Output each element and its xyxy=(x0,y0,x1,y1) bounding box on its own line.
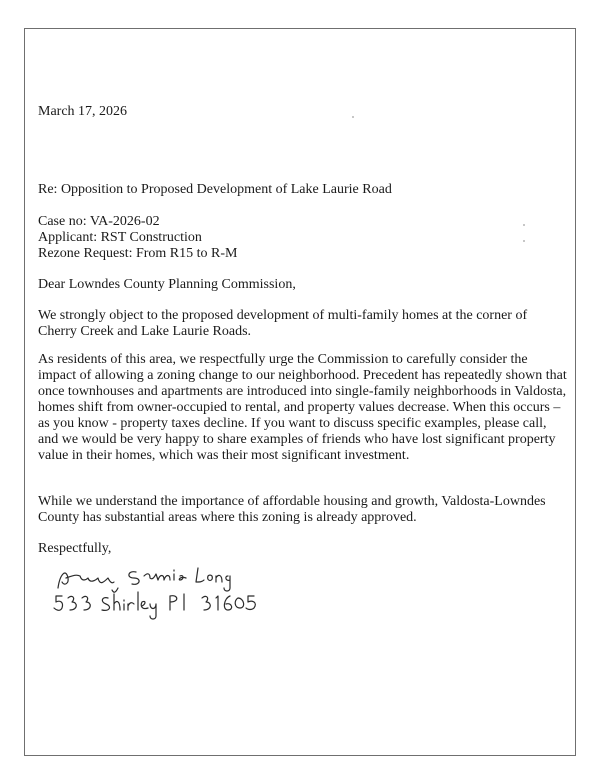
scan-speck xyxy=(352,116,354,118)
rezone-request: Rezone Request: From R15 to R-M xyxy=(38,246,238,261)
closing: Respectfully, xyxy=(38,541,112,556)
paragraph-conclusion: While we understand the importance of affordable housing and growth, Valdosta-Lowndes County has substantial areas where this zoning is already approved. xyxy=(38,494,546,525)
applicant: Applicant: RST Construction xyxy=(38,230,202,245)
letter-date: March 17, 2026 xyxy=(38,104,128,119)
paragraph-objection: We strongly object to the proposed development of multi-family homes at the corner of Cherry Creek and Lake Laurie Roads. xyxy=(38,308,528,339)
subject-line: Re: Opposition to Proposed Development of Lake Laurie Road xyxy=(38,182,392,197)
case-number: Case no: VA-2026-02 xyxy=(38,214,160,229)
handwritten-signature xyxy=(52,560,282,622)
case-details xyxy=(38,214,238,262)
salutation: Dear Lowndes County Planning Commission, xyxy=(38,277,296,292)
scan-speck xyxy=(523,224,525,226)
paragraph-concerns: As residents of this area, we respectfully urge the Commission to carefully consider the impact of allowing a zoning change to our neighborhood. Precedent has repeatedly shown that once townhouses and apartments are introduced into single-family neighborhoods in Valdosta, homes shift from owner-occupied to rental, and property values decrease. When this occurs – as you know - property taxes decline. If you want to discuss specific examples, please call, and we would be very happy to share examples of friends who have lost significant property value in their homes, which was their most significant investment. xyxy=(38,352,567,463)
scan-speck xyxy=(523,240,525,242)
signature-drawing xyxy=(52,560,282,622)
